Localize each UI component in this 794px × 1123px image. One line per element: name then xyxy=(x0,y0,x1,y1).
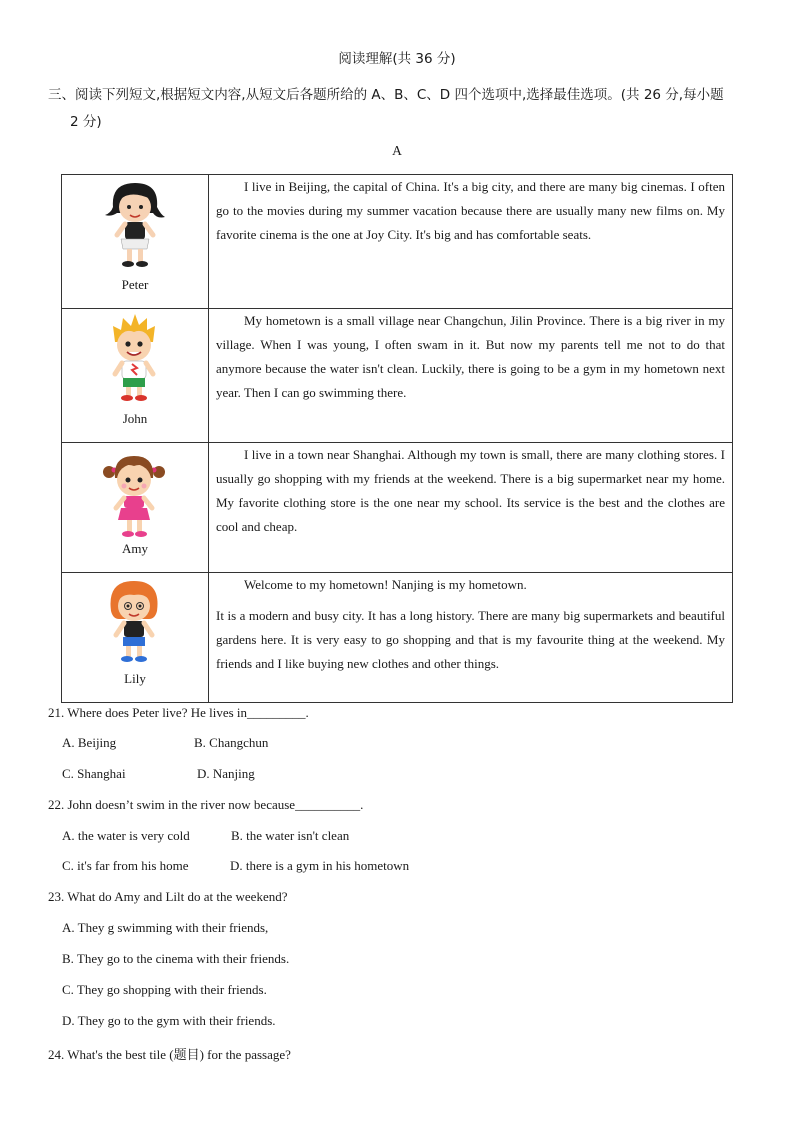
profile-paragraph: My hometown is a small village near Changchun, Jilin Province. There is a big river in my village. When I was young, I often swam in it. But now my parents tell me not to do that anymore because the water isn't clean. Luckily, there is going to be a gym in my hometown next year. Then I can go swimming there. xyxy=(216,313,725,400)
profiles-table xyxy=(61,174,733,703)
profile-paragraph: Welcome to my hometown! Nanjing is my hometown. xyxy=(244,577,527,592)
question-option: B. the water isn't clean xyxy=(231,828,350,843)
page-title: 阅读理解(共 36 分) xyxy=(338,51,456,67)
profile-paragraph: It is a modern and busy city. It has a long history. There are many big supermarkets and beautiful gardens here. It is very easy to go shopping and that is my favourite thing at the weekend. My friends and I like buying new clothes and other things. xyxy=(216,608,725,671)
girl-pigtails-avatar xyxy=(99,450,169,542)
profile-text xyxy=(209,175,733,309)
question-option: A. Beijing xyxy=(62,735,117,750)
profile-name: Peter xyxy=(121,277,149,292)
instructions-line-2: 2 分) xyxy=(70,114,102,130)
profile-picture-cell xyxy=(62,573,209,703)
profile-row xyxy=(62,573,733,703)
profile-text xyxy=(209,573,733,703)
profile-row xyxy=(62,443,733,573)
question-option: C. Shanghai xyxy=(62,766,126,781)
question-option: D. They go to the gym with their friends. xyxy=(62,1013,276,1028)
profile-picture-cell xyxy=(62,175,209,309)
profile-picture-cell xyxy=(62,443,209,573)
question-option: A. the water is very cold xyxy=(62,828,190,843)
question-option: B. They go to the cinema with their friends. xyxy=(62,951,290,966)
question-option: B. Changchun xyxy=(194,735,269,750)
profile-text xyxy=(209,443,733,573)
instructions-line-1: 三、阅读下列短文,根据短文内容,从短文后各题所给的 A、B、C、D 四个选项中,选择最佳选项。(共 26 分,每小题 xyxy=(48,87,724,103)
instructions xyxy=(48,82,748,136)
question-stem: 22. John doesn’t swim in the river now because__________. xyxy=(48,797,364,812)
profile-paragraph: I live in a town near Shanghai. Although my town is small, there are many clothing stores. I usually go shopping with my friends at the weekend. There is a big supermarket near my home. My favorite clothing store is the one near my school. Its service is the best and the clothes are cool and cheap. xyxy=(216,447,725,534)
question-option: D. there is a gym in his hometown xyxy=(230,858,410,873)
profile-text xyxy=(209,309,733,443)
question-option: C. They go shopping with their friends. xyxy=(62,982,267,997)
question-stem: 24. What's the best tile (题目) for the passage? xyxy=(48,1047,291,1062)
question-option: C. it's far from his home xyxy=(62,858,189,873)
question-stem: 21. Where does Peter live? He lives in_________. xyxy=(48,705,309,720)
profile-row xyxy=(62,309,733,443)
section-label: A xyxy=(392,143,402,158)
profile-picture-cell xyxy=(62,309,209,443)
girl-red-hair-avatar xyxy=(99,575,169,667)
girl-black-hair-avatar xyxy=(99,177,169,269)
boy-blond-hair-avatar xyxy=(99,312,169,404)
question-stem: 23. What do Amy and Lilt do at the weekend? xyxy=(48,889,288,904)
profile-paragraph: I live in Beijing, the capital of China. It's a big city, and there are many big cinemas. I often go to the movies during my summer vacation because there are usually many new films on. My favorite cinema is the one at Joy City. It's big and has comfortable seats. xyxy=(216,179,725,242)
profile-name: Amy xyxy=(122,541,148,556)
profile-name: Lily xyxy=(124,671,146,686)
question-option: A. They g swimming with their friends, xyxy=(62,920,269,935)
profile-name: John xyxy=(122,411,148,426)
question-option: D. Nanjing xyxy=(197,766,255,781)
profile-row xyxy=(62,175,733,309)
